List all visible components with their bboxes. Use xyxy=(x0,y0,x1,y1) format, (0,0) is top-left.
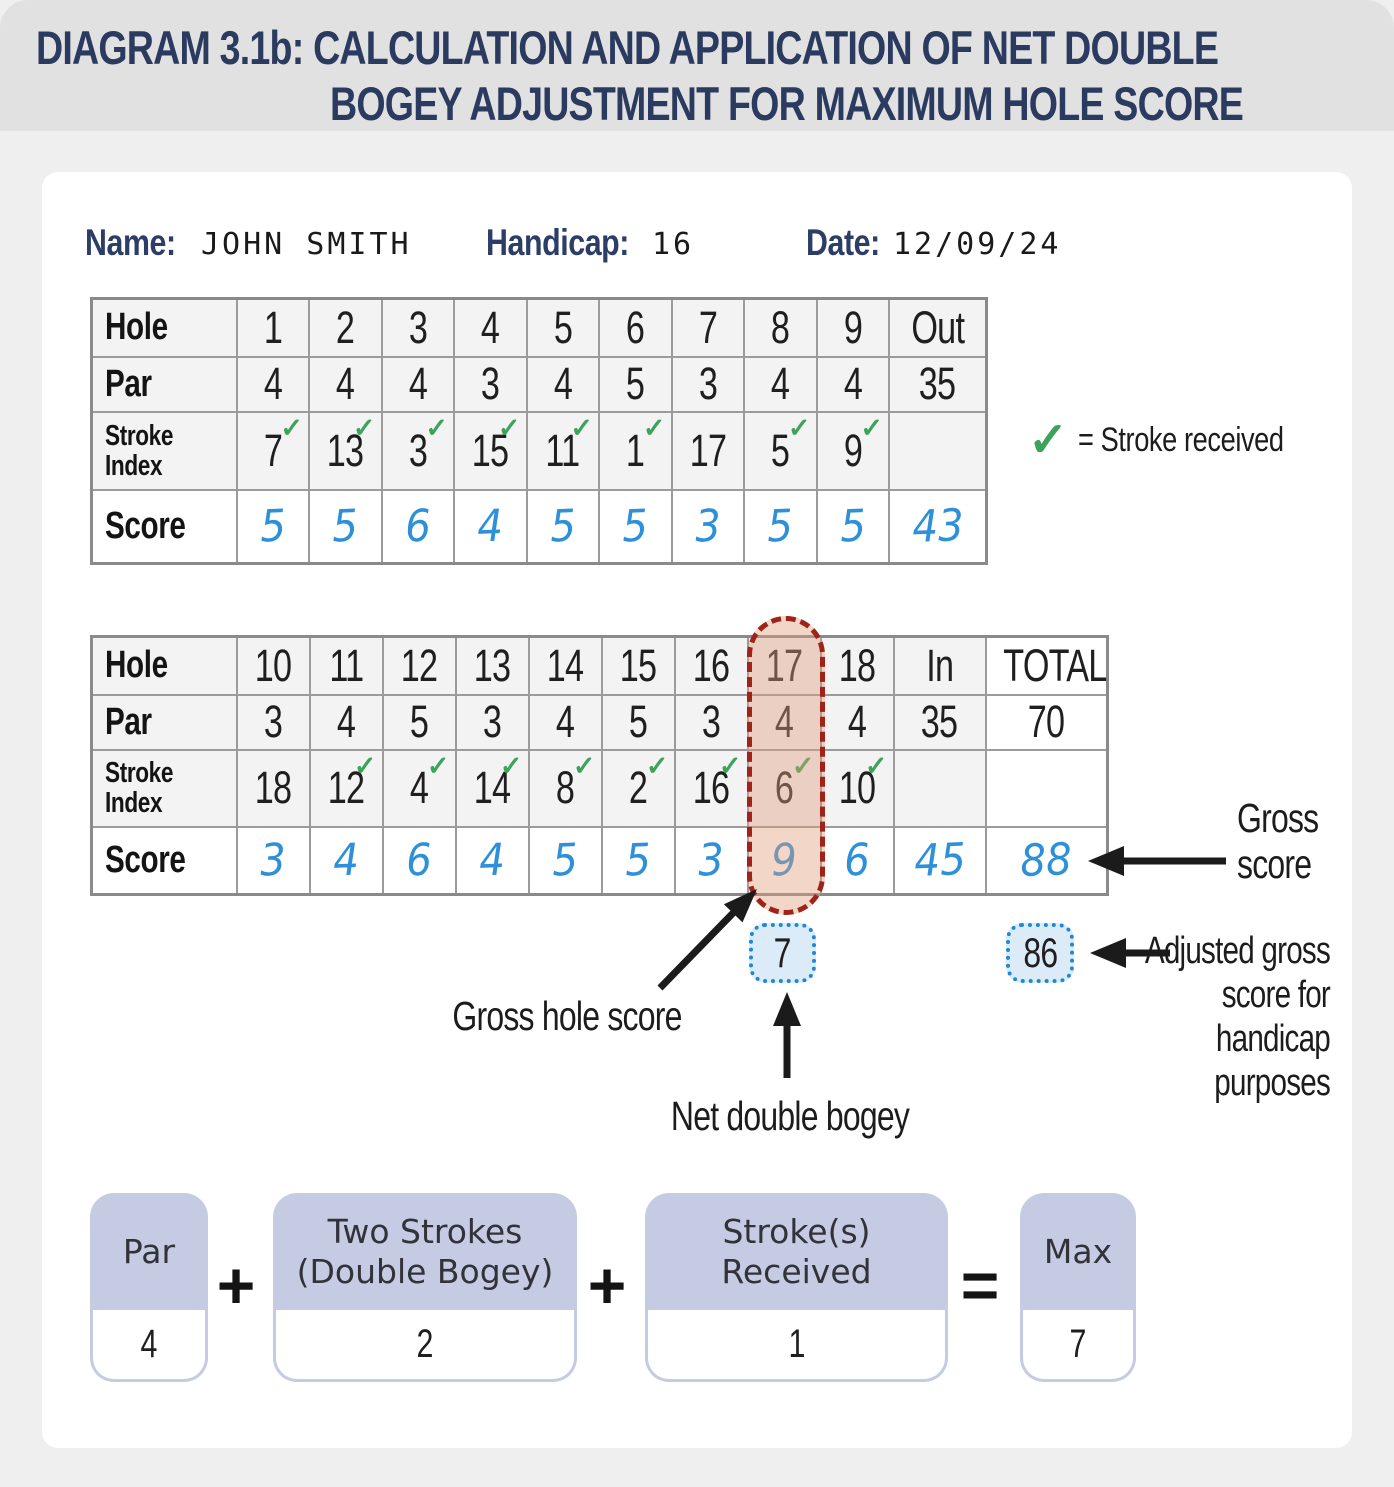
table-front-score-cell-6 xyxy=(599,490,672,564)
table-back-score-cell-13 xyxy=(456,827,529,895)
cell-value: 15 xyxy=(471,424,509,476)
table-back-hole-cell-14 xyxy=(529,637,602,695)
diagram-title-line1: DIAGRAM 3.1b: CALCULATION AND APPLICATION OF NET DOUBLE xyxy=(36,21,1219,74)
table-front-score-cell-9 xyxy=(817,490,890,564)
formula-box-two-strokes-valuebox xyxy=(273,1310,577,1382)
cell-value: 4 xyxy=(774,696,794,747)
table-back-hole-row-label xyxy=(92,637,237,695)
stroke-received-check-icon: ✓ xyxy=(572,750,596,781)
stroke-received-check-icon: ✓ xyxy=(864,750,888,781)
table-front-score-cell-3 xyxy=(382,490,455,564)
table-back-hole-cell-15 xyxy=(602,637,675,695)
table-back-row-stroke_index xyxy=(92,750,1108,827)
formula-box-par-value: 4 xyxy=(140,1322,158,1366)
cell-value: 8 xyxy=(555,762,575,813)
formula-box-strokes-received-valuebox xyxy=(645,1310,948,1382)
cell-value: 4 xyxy=(263,358,282,409)
table-front-hole-cell-5 xyxy=(527,299,600,357)
table-back-stroke_index-cell-16 xyxy=(675,750,748,827)
cell-value: 4 xyxy=(409,762,429,813)
cell-value: 10 xyxy=(838,762,876,813)
formula-box-strokes-received xyxy=(645,1193,948,1382)
title-band xyxy=(0,0,1394,131)
table-back-row-hole xyxy=(92,637,1108,695)
table-back-par-cell-13 xyxy=(456,695,529,750)
row-label-text: Score xyxy=(105,838,186,881)
cell-value: 9 xyxy=(843,424,862,476)
cell-value: 10 xyxy=(254,639,292,691)
cell-value: TOTAL xyxy=(1002,639,1107,691)
net-double-bogey-value: 7 xyxy=(773,929,791,976)
formula-box-par-label: Par xyxy=(122,1231,176,1271)
gross-hole-score-label: Gross hole score xyxy=(452,993,682,1039)
table-back-par-row-label xyxy=(92,695,237,750)
cell-value: 4 xyxy=(771,358,790,409)
cell-value: 43 xyxy=(910,499,965,553)
cell-value: 5 xyxy=(626,358,645,409)
cell-value: 9 xyxy=(770,834,798,887)
stroke-received-check-icon: ✓ xyxy=(499,750,523,781)
row-label-text: Hole xyxy=(105,644,168,687)
table-front-hole-cell-Out xyxy=(889,299,987,357)
cell-value: 13 xyxy=(326,424,364,476)
table-front-hole-cell-1 xyxy=(237,299,310,357)
table-back-par-cell-18 xyxy=(821,695,894,750)
table-back-hole-cell-18 xyxy=(821,637,894,695)
cell-value: 4 xyxy=(336,696,356,747)
table-front-par-cell-4 xyxy=(454,357,527,412)
cell-value: 5 xyxy=(553,301,572,353)
handicap-value: 16 xyxy=(652,227,695,262)
cell-value: 5 xyxy=(628,696,648,747)
table-front-stroke_index-cell-8 xyxy=(744,412,817,490)
table-back-stroke_index-cell-15 xyxy=(602,750,675,827)
front-nine-table xyxy=(90,297,988,565)
table-back-stroke_index-cell-13 xyxy=(456,750,529,827)
table-back-hole-cell-TOTAL xyxy=(986,637,1108,695)
table-back-stroke_index-cell-11 xyxy=(310,750,383,827)
net-double-bogey-box xyxy=(749,923,816,983)
cell-value: 3 xyxy=(408,301,427,353)
stroke-received-check-icon: ✓ xyxy=(353,750,377,781)
cell-value: 4 xyxy=(843,358,862,409)
table-front-hole-cell-8 xyxy=(744,299,817,357)
table-front-score-cell-5 xyxy=(527,490,600,564)
stroke-received-check-icon: ✓ xyxy=(718,750,742,781)
table-back-par-cell-11 xyxy=(310,695,383,750)
table-back-score-cell-14 xyxy=(529,827,602,895)
cell-value: 5 xyxy=(624,834,652,887)
cell-value: 4 xyxy=(408,358,427,409)
cell-value: 5 xyxy=(839,500,867,553)
table-front-stroke_index-cell-4 xyxy=(454,412,527,490)
formula-box-two-strokes xyxy=(273,1193,577,1382)
table-back-score-row-label xyxy=(92,827,237,895)
cell-value: 6 xyxy=(626,301,645,353)
cell-value: 4 xyxy=(553,358,572,409)
adjusted-gross-label: Adjusted gross score for handicap purposes xyxy=(1144,930,1330,1104)
cell-value: 6 xyxy=(843,834,871,887)
cell-value: 2 xyxy=(628,762,648,813)
cell-value: 7 xyxy=(698,301,717,353)
table-front-hole-cell-2 xyxy=(309,299,382,357)
row-label-text: Stroke Index xyxy=(105,757,174,819)
cell-value: 5 xyxy=(551,834,579,887)
cell-value: 88 xyxy=(1019,833,1073,887)
table-front-hole-cell-4 xyxy=(454,299,527,357)
stroke-received-check-icon: ✓ xyxy=(787,412,811,443)
table-front-par-cell-7 xyxy=(672,357,745,412)
table-front-stroke_index-cell-Out xyxy=(889,412,987,490)
stroke-received-check-icon: ✓ xyxy=(497,412,521,443)
table-front-par-cell-5 xyxy=(527,357,600,412)
table-back-score-cell-11 xyxy=(310,827,383,895)
table-back-hole-cell-13 xyxy=(456,637,529,695)
name-label: Name: xyxy=(85,222,176,263)
cell-value: 12 xyxy=(327,762,365,813)
table-front-score-cell-2 xyxy=(309,490,382,564)
formula-box-max-label: Max xyxy=(1043,1231,1113,1271)
row-label-text: Par xyxy=(105,700,152,743)
cell-value: 3 xyxy=(694,500,722,553)
name-value: JOHN SMITH xyxy=(201,227,412,262)
table-back-stroke_index-cell-In xyxy=(894,750,986,827)
table-front-par-cell-3 xyxy=(382,357,455,412)
stroke-received-check-icon: ✓ xyxy=(425,412,448,443)
row-label-text: Stroke Index xyxy=(105,419,174,482)
table-back-par-cell-In xyxy=(894,695,986,750)
table-front-row-stroke_index xyxy=(92,412,987,490)
table-back-score-cell-10 xyxy=(237,827,310,895)
stroke-received-check-icon: ✓ xyxy=(570,412,593,443)
table-front-score-cell-8 xyxy=(744,490,817,564)
cell-value: 4 xyxy=(847,696,867,747)
diagram-title-line2: BOGEY ADJUSTMENT FOR MAXIMUM HOLE SCORE xyxy=(330,77,1244,130)
table-back-stroke_index-cell-TOTAL xyxy=(986,750,1108,827)
plus-operator: + xyxy=(587,1248,627,1322)
table-back-par-cell-15 xyxy=(602,695,675,750)
cell-value: 17 xyxy=(765,639,803,691)
cell-value: 3 xyxy=(263,696,283,747)
table-back-stroke_index-row-label xyxy=(92,750,237,827)
formula-box-max xyxy=(1020,1193,1136,1382)
formula-box-max-header xyxy=(1020,1193,1136,1310)
table-back-stroke_index-cell-12 xyxy=(383,750,456,827)
table-front-stroke_index-cell-3 xyxy=(382,412,455,490)
table-front-par-cell-1 xyxy=(237,357,310,412)
stroke-received-check-icon: ✓ xyxy=(791,750,815,781)
cell-value: 35 xyxy=(921,696,958,747)
cell-value: 14 xyxy=(546,639,584,691)
table-front-hole-cell-9 xyxy=(817,299,890,357)
cell-value: 4 xyxy=(476,500,504,553)
cell-value: 9 xyxy=(843,301,862,353)
table-front-stroke_index-cell-6 xyxy=(599,412,672,490)
cell-value: 13 xyxy=(473,639,511,691)
plus-operator: + xyxy=(216,1248,256,1322)
table-front-hole-cell-3 xyxy=(382,299,455,357)
cell-value: 3 xyxy=(697,834,725,887)
formula-box-par-header xyxy=(90,1193,208,1310)
cell-value: 8 xyxy=(771,301,790,353)
table-front-par-cell-Out xyxy=(889,357,987,412)
table-back-score-cell-17 xyxy=(748,827,821,895)
stroke-received-check-icon: ✓ xyxy=(860,412,883,443)
table-back-hole-cell-11 xyxy=(310,637,383,695)
table-front-score-cell-Out xyxy=(889,490,987,564)
table-front-stroke_index-cell-5 xyxy=(527,412,600,490)
table-front-stroke_index-cell-7 xyxy=(672,412,745,490)
legend xyxy=(1028,412,1335,468)
cell-value: 18 xyxy=(254,762,292,813)
table-front-par-cell-9 xyxy=(817,357,890,412)
table-front-stroke_index-row-label xyxy=(92,412,237,490)
cell-value: 70 xyxy=(1027,696,1065,747)
formula-box-two-strokes-header xyxy=(273,1193,577,1310)
formula-box-two-strokes-value: 2 xyxy=(416,1322,434,1366)
date-value: 12/09/24 xyxy=(893,227,1062,262)
table-front-score-cell-4 xyxy=(454,490,527,564)
stroke-received-check-icon: ✓ xyxy=(426,750,450,781)
table-back-row-par xyxy=(92,695,1108,750)
table-front-row-score xyxy=(92,490,987,564)
table-back-score-cell-18 xyxy=(821,827,894,895)
date-label: Date: xyxy=(806,222,880,263)
table-back-par-cell-17 xyxy=(748,695,821,750)
formula-box-two-strokes-label: Two Strokes (Double Bogey) xyxy=(296,1211,554,1291)
cell-value: 5 xyxy=(549,500,577,553)
table-front-par-cell-2 xyxy=(309,357,382,412)
cell-value: 6 xyxy=(774,762,794,813)
cell-value: 5 xyxy=(766,500,794,553)
cell-value: 1 xyxy=(626,424,645,476)
stroke-received-check-icon: ✓ xyxy=(280,412,303,443)
cell-value: 4 xyxy=(555,696,575,747)
table-front-stroke_index-cell-1 xyxy=(237,412,310,490)
table-back-hole-cell-12 xyxy=(383,637,456,695)
table-front-row-par xyxy=(92,357,987,412)
table-back-score-cell-12 xyxy=(383,827,456,895)
cell-value: 11 xyxy=(545,424,580,476)
table-back-stroke_index-cell-18 xyxy=(821,750,894,827)
cell-value: 7 xyxy=(263,424,282,476)
cell-value: 45 xyxy=(912,833,967,887)
cell-value: 4 xyxy=(336,358,355,409)
cell-value: 5 xyxy=(621,500,649,553)
cell-value: 16 xyxy=(692,762,730,813)
cell-value: 3 xyxy=(481,358,500,409)
cell-value: 5 xyxy=(259,500,287,553)
table-back-par-cell-10 xyxy=(237,695,310,750)
cell-value: 3 xyxy=(408,424,427,476)
table-back-score-cell-16 xyxy=(675,827,748,895)
cell-value: 12 xyxy=(400,639,438,691)
stroke-received-check-icon: ✓ xyxy=(645,750,669,781)
cell-value: 5 xyxy=(771,424,790,476)
formula-box-max-value: 7 xyxy=(1069,1322,1087,1366)
table-back-score-cell-In xyxy=(894,827,986,895)
stroke-received-check-icon: ✓ xyxy=(642,412,666,443)
cell-value: 1 xyxy=(263,301,282,353)
cell-value: 14 xyxy=(473,762,511,813)
table-back-hole-cell-10 xyxy=(237,637,310,695)
table-front-score-cell-1 xyxy=(237,490,310,564)
stroke-received-check-icon: ✓ xyxy=(352,412,376,443)
table-back-hole-cell-In xyxy=(894,637,986,695)
cell-value: 18 xyxy=(838,639,876,691)
cell-value: 4 xyxy=(332,834,360,887)
row-label-text: Par xyxy=(105,362,152,405)
cell-value: Out xyxy=(911,301,964,353)
cell-value: 17 xyxy=(689,424,727,476)
table-front-par-cell-6 xyxy=(599,357,672,412)
equals-operator: = xyxy=(960,1248,1000,1322)
cell-value: 5 xyxy=(331,500,359,553)
check-icon: ✓ xyxy=(1028,414,1069,467)
back-nine-table xyxy=(90,635,1109,896)
cell-value: 11 xyxy=(329,639,363,691)
table-front-hole-row-label xyxy=(92,299,237,357)
adjusted-gross-box xyxy=(1006,923,1074,983)
cell-value: 2 xyxy=(336,301,355,353)
table-front-score-row-label xyxy=(92,490,237,564)
formula-box-strokes-received-label: Stroke(s) Received xyxy=(721,1211,872,1291)
cell-value: 4 xyxy=(478,834,506,887)
table-front-row-hole xyxy=(92,299,987,357)
cell-value: 6 xyxy=(405,834,433,887)
table-back-par-cell-12 xyxy=(383,695,456,750)
table-back-hole-cell-16 xyxy=(675,637,748,695)
cell-value: In xyxy=(925,639,954,691)
table-back-score-cell-TOTAL xyxy=(986,827,1108,895)
gross-score-label: Gross score xyxy=(1237,795,1319,887)
table-back-par-cell-TOTAL xyxy=(986,695,1108,750)
table-back-stroke_index-cell-14 xyxy=(529,750,602,827)
table-front-stroke_index-cell-2 xyxy=(309,412,382,490)
cell-value: 16 xyxy=(692,639,730,691)
table-back-par-cell-14 xyxy=(529,695,602,750)
table-front-par-cell-8 xyxy=(744,357,817,412)
cell-value: 4 xyxy=(481,301,500,353)
cell-value: 15 xyxy=(619,639,657,691)
handicap-label: Handicap: xyxy=(486,222,629,263)
formula-box-strokes-received-value: 1 xyxy=(788,1322,805,1366)
cell-value: 3 xyxy=(701,696,721,747)
table-front-stroke_index-cell-9 xyxy=(817,412,890,490)
cell-value: 5 xyxy=(409,696,429,747)
table-back-row-score xyxy=(92,827,1108,895)
formula-box-max-valuebox xyxy=(1020,1310,1136,1382)
table-back-stroke_index-cell-17 xyxy=(748,750,821,827)
table-back-hole-cell-17 xyxy=(748,637,821,695)
adjusted-gross-value: 86 xyxy=(1023,929,1057,976)
table-back-par-cell-16 xyxy=(675,695,748,750)
legend-text: = Stroke received xyxy=(1078,420,1284,459)
table-back-score-cell-15 xyxy=(602,827,675,895)
cell-value: 35 xyxy=(919,358,956,409)
cell-value: 6 xyxy=(404,500,432,553)
table-front-hole-cell-6 xyxy=(599,299,672,357)
cell-value: 3 xyxy=(698,358,717,409)
cell-value: 3 xyxy=(482,696,502,747)
cell-value: 3 xyxy=(259,834,287,887)
row-label-text: Score xyxy=(105,504,186,547)
row-label-text: Hole xyxy=(105,306,168,349)
formula-box-par xyxy=(90,1193,208,1382)
net-double-bogey-label: Net double bogey xyxy=(670,1093,910,1139)
table-front-hole-cell-7 xyxy=(672,299,745,357)
formula-box-strokes-received-header xyxy=(645,1193,948,1310)
formula-box-par-valuebox xyxy=(90,1310,208,1382)
table-front-score-cell-7 xyxy=(672,490,745,564)
table-front-par-row-label xyxy=(92,357,237,412)
table-back-stroke_index-cell-10 xyxy=(237,750,310,827)
